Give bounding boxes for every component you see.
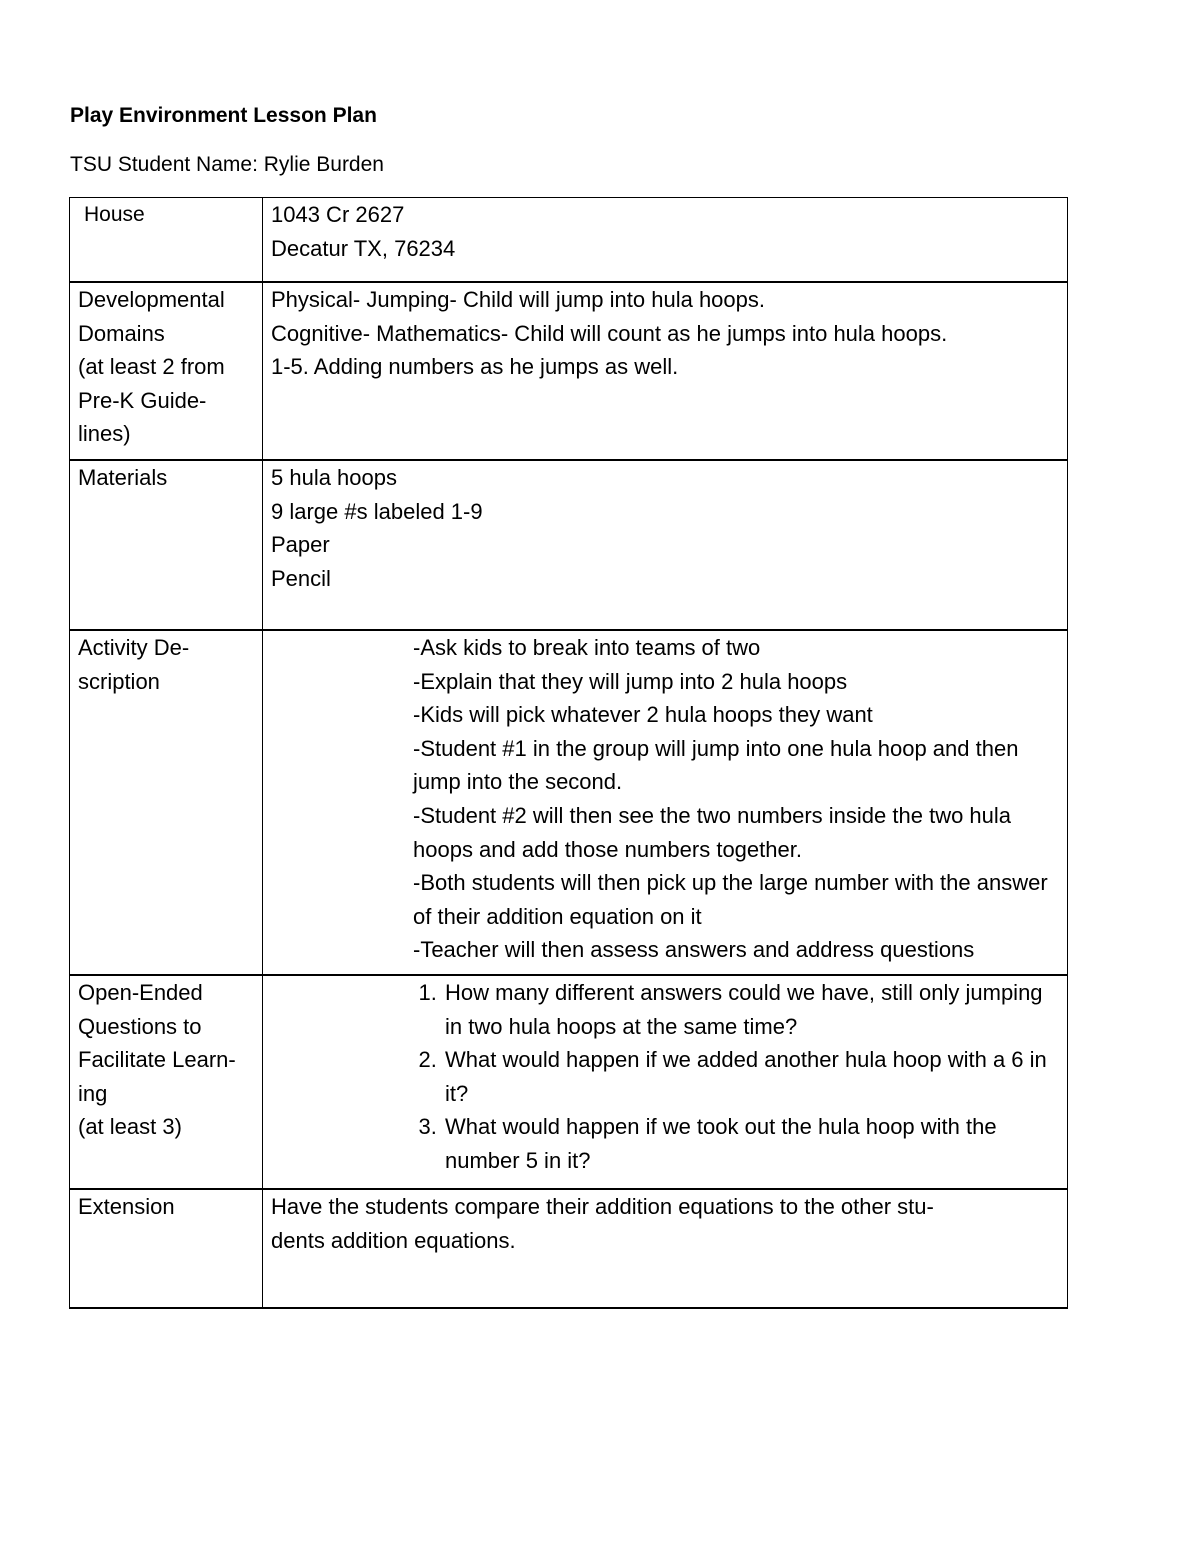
developmental-domains-label-line: Pre-K Guide- <box>78 387 207 413</box>
activity-steps-list <box>413 631 1059 967</box>
table-row-materials <box>70 460 1068 630</box>
cognitive-domain-line: Cognitive- Mathematics- Child will count as he jumps into hula hoops. <box>271 320 948 346</box>
activity-step: -Student #2 will then see the two numbers inside the two hula hoops and add those numbers together. <box>413 802 1012 862</box>
materials-label-cell <box>70 460 263 630</box>
activity-description-content-cell <box>263 630 1068 975</box>
questions-list <box>413 976 1059 1178</box>
developmental-domains-label-line: Developmental <box>78 287 225 312</box>
questions-label-line: Questions to <box>78 1013 202 1039</box>
developmental-domains-label-cell <box>70 282 263 460</box>
material-item: 5 hula hoops <box>271 465 397 490</box>
material-item: Paper <box>271 532 330 558</box>
student-name-line: TSU Student Name: Rylie Burden <box>70 153 384 176</box>
house-address-line: 1043 Cr 2627 <box>271 202 405 227</box>
physical-domain-line: Physical- Jumping- Child will jump into hula hoops. <box>271 287 766 312</box>
table-row-extension <box>70 1189 1068 1308</box>
house-label: House <box>84 203 145 226</box>
questions-label-line: Facilitate Learn- <box>78 1047 236 1073</box>
questions-content-cell <box>263 975 1068 1189</box>
developmental-domains-label-line: lines) <box>78 421 131 447</box>
extension-line: Have the students compare their addition equations to the other stu- <box>271 1194 934 1219</box>
activity-step: -Ask kids to break into teams of two <box>413 635 761 660</box>
extension-label: Extension <box>78 1194 175 1219</box>
activity-description-label-cell <box>70 630 263 975</box>
activity-description-label-line: scription <box>78 668 160 694</box>
question-item: 2. What would happen if we added another hula hoop with a 6 in it? <box>443 1043 1059 1110</box>
house-label-cell <box>70 198 263 283</box>
developmental-domains-label-line: Domains <box>78 320 165 346</box>
activity-step: -Explain that they will jump into 2 hula hoops <box>413 668 848 694</box>
materials-label: Materials <box>78 465 168 490</box>
activity-description-label-line: Activity De- <box>78 635 190 660</box>
activity-step: -Student #1 in the group will jump into one hula hoop and then jump into the second. <box>413 735 1019 795</box>
material-item: Pencil <box>271 565 331 591</box>
activity-step: -Both students will then pick up the large number with the answer of their addition equation on it <box>413 870 1048 929</box>
house-city-line: Decatur TX, 76234 <box>271 235 456 261</box>
house-content-cell <box>263 198 1068 283</box>
questions-label-line: (at least 3) <box>78 1114 182 1140</box>
domain-detail-line: 1-5. Adding numbers as he jumps as well. <box>271 354 679 380</box>
developmental-domains-content-cell <box>263 282 1068 460</box>
developmental-domains-label-line: (at least 2 from <box>78 354 225 380</box>
questions-label-cell <box>70 975 263 1189</box>
question-item: 1. How many different answers could we have, still only jumping in two hula hoops at the same time? <box>443 976 1059 1043</box>
lesson-plan-table <box>69 197 1068 1309</box>
questions-label-line: ing <box>78 1080 108 1106</box>
extension-label-cell <box>70 1189 263 1308</box>
question-item: 3. What would happen if we took out the hula hoop with the number 5 in it? <box>443 1110 1059 1177</box>
questions-label-line: Open-Ended <box>78 980 203 1005</box>
table-row-developmental-domains <box>70 282 1068 460</box>
table-row-activity-description <box>70 630 1068 975</box>
table-row-open-ended-questions <box>70 975 1068 1189</box>
material-item: 9 large #s labeled 1-9 <box>271 498 483 524</box>
extension-line: dents addition equations. <box>271 1227 516 1253</box>
table-row-house <box>70 198 1068 283</box>
activity-step: -Teacher will then assess answers and address questions <box>413 937 975 963</box>
activity-step: -Kids will pick whatever 2 hula hoops they want <box>413 702 873 728</box>
page-title: Play Environment Lesson Plan <box>70 104 377 127</box>
extension-content-cell <box>263 1189 1068 1308</box>
materials-content-cell <box>263 460 1068 630</box>
